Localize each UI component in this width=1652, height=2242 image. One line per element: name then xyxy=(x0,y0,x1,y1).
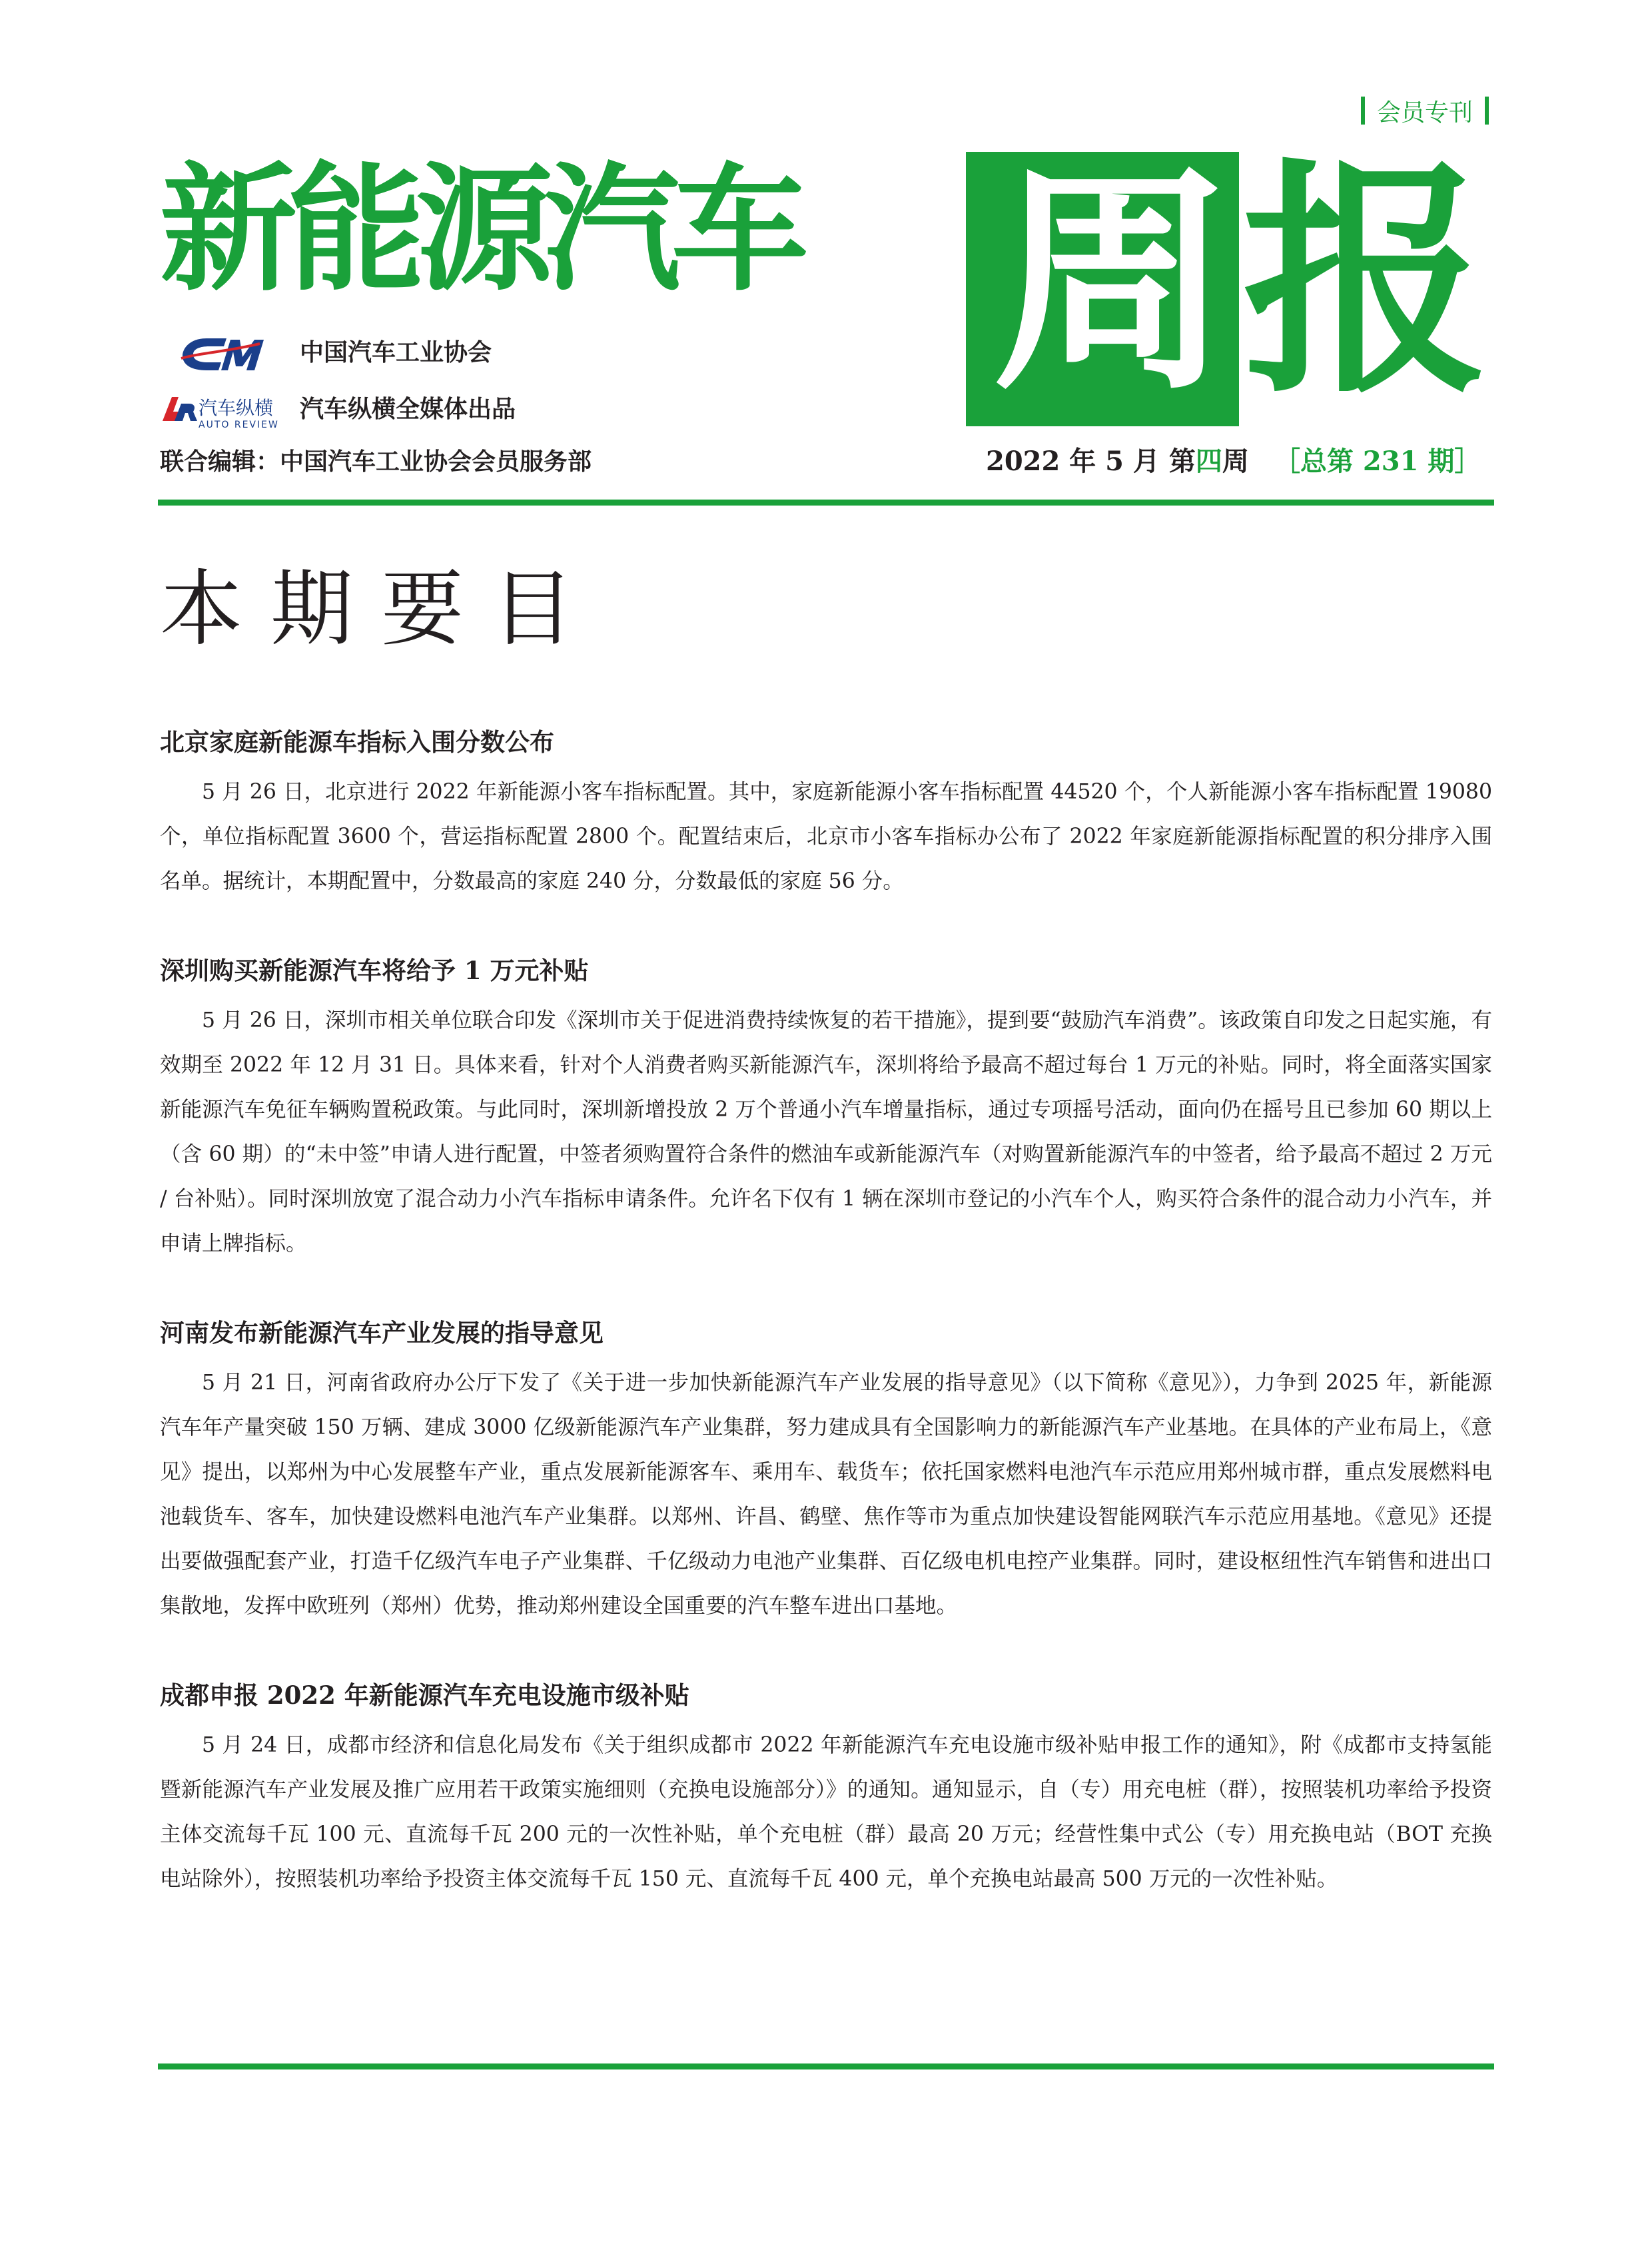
article-title: 河南发布新能源汽车产业发展的指导意见 xyxy=(160,1318,604,1347)
tag-bar-left xyxy=(1361,97,1365,125)
article-chengdu xyxy=(160,1673,1492,1902)
section-heading: 本期要目 xyxy=(160,561,603,657)
weekly-char-zhou: 周 xyxy=(993,143,1232,422)
auto-review-name: 汽车纵横全媒体出品 xyxy=(300,396,516,423)
article-shenzhen xyxy=(160,948,1492,1266)
publication-title: 新能源汽车 xyxy=(160,150,800,310)
article-list xyxy=(160,719,1492,1946)
issue-date xyxy=(986,443,1249,480)
caam-name: 中国汽车工业协会 xyxy=(300,339,492,366)
article-body: 5 月 26 日，深圳市相关单位联合印发《深圳市关于促进消费持续恢复的若干措施》，提到要“鼓励汽车消费”。该政策自印发之日起实施，有效期至 2022 年 12 月 31 日。具体来看，针对个人消费者购买新能源汽车，深圳将给予最高不超过每台 1 万元的补贴。同时，将全面落实国家新能源汽车免征车辆购置税政策。与此同时，深圳新增投放 2 万个普通小汽车增量指标，通过专项摇号活动，面向仍在摇号且已参加 60 期以上（含 60 期）的“未中签”申请人进行配置，中签者须购置符合条件的燃油车或新能源汽车（对购置新能源汽车的中签者，给予最高不超过 2 万元 / 台补贴）。同时深圳放宽了混合动力小汽车指标申请条件。允许名下仅有 1 辆在深圳市登记的小汽车个人，购买符合条件的混合动力小汽车，并申请上牌指标。 xyxy=(160,1008,1492,1256)
joint-editor-line: 联合编辑：中国汽车工业协会会员服务部 xyxy=(160,448,592,476)
article-title: 成都申报 2022 年新能源汽车充电设施市级补贴 xyxy=(160,1681,689,1710)
issue-date-part-2: 周 xyxy=(1222,446,1249,477)
issue-date-part-1: 2022 年 5 月 第 xyxy=(986,446,1196,477)
article-body: 5 月 26 日，北京进行 2022 年新能源小客车指标配置。其中，家庭新能源小客车指标配置 44520 个，个人新能源小客车指标配置 19080 个，单位指标配置 3600 个，营运指标配置 2800 个。配置结束后，北京市小客车指标办公布了 2022 年家庭新能源指标配置的积分排序入围名单。据统计，本期配置中，分数最高的家庭 240 分，分数最低的家庭 56 分。 xyxy=(160,780,1492,893)
tag-bar-right xyxy=(1485,97,1489,125)
article-body: 5 月 21 日，河南省政府办公厅下发了《关于进一步加快新能源汽车产业发展的指导意见》（以下简称《意见》），力争到 2025 年，新能源汽车年产量突破 150 万辆、建成 3000 亿级新能源汽车产业集群，努力建成具有全国影响力的新能源汽车产业基地。在具体的产业布局上，《意见》提出，以郑州为中心发展整车产业，重点发展新能源客车、乘用车、载货车；依托国家燃料电池汽车示范应用郑州城市群，重点发展燃料电池载货车、客车，加快建设燃料电池汽车产业集群。以郑州、许昌、鹤壁、焦作等市为重点加快建设智能网联汽车示范应用基地。《意见》还提出要做强配套产业，打造千亿级汽车电子产业集群、千亿级动力电池产业集群、百亿级电机电控产业集群。同时，建设枢纽性汽车销售和进出口集散地，发挥中欧班列（郑州）优势，推动郑州建设全国重要的汽车整车进出口基地。 xyxy=(160,1371,1492,1618)
article-body: 5 月 24 日，成都市经济和信息化局发布《关于组织成都市 2022 年新能源汽车充电设施市级补贴申报工作的通知》，附《成都市支持氢能暨新能源汽车产业发展及推广应用若干政策实施细则（充换电设施部分）》的通知。通知显示，自（专）用充电桩（群），按照装机功率给予投资主体交流每千瓦 100 元、直流每千瓦 200 元的一次性补贴，单个充电桩（群）最高 20 万元；经营性集中式公（专）用充换电站（BOT 充换电站除外），按照装机功率给予投资主体交流每千瓦 150 元、直流每千瓦 400 元，单个充换电站最高 500 万元的一次性补贴。 xyxy=(160,1733,1492,1891)
article-beijing xyxy=(160,719,1492,904)
auto-review-logo-cn: 汽车纵横 xyxy=(199,397,274,419)
article-title: 北京家庭新能源车指标入围分数公布 xyxy=(160,727,554,757)
auto-review-logo xyxy=(160,392,286,433)
member-edition-tag xyxy=(1316,93,1489,128)
auto-review-logo-en: AUTO REVIEW xyxy=(199,420,279,430)
caam-logo xyxy=(180,332,265,374)
article-henan xyxy=(160,1310,1492,1629)
issue-week-number: 四 xyxy=(1195,446,1222,477)
article-title: 深圳购买新能源汽车将给予 1 万元补贴 xyxy=(160,956,589,985)
footer-divider xyxy=(158,2063,1494,2069)
weekly-char-bao: 报 xyxy=(1242,140,1489,426)
masthead-divider xyxy=(158,500,1494,506)
member-edition-label: 会员专刊 xyxy=(1376,99,1473,127)
total-issue-number: ［总第 231 期］ xyxy=(1274,446,1481,477)
